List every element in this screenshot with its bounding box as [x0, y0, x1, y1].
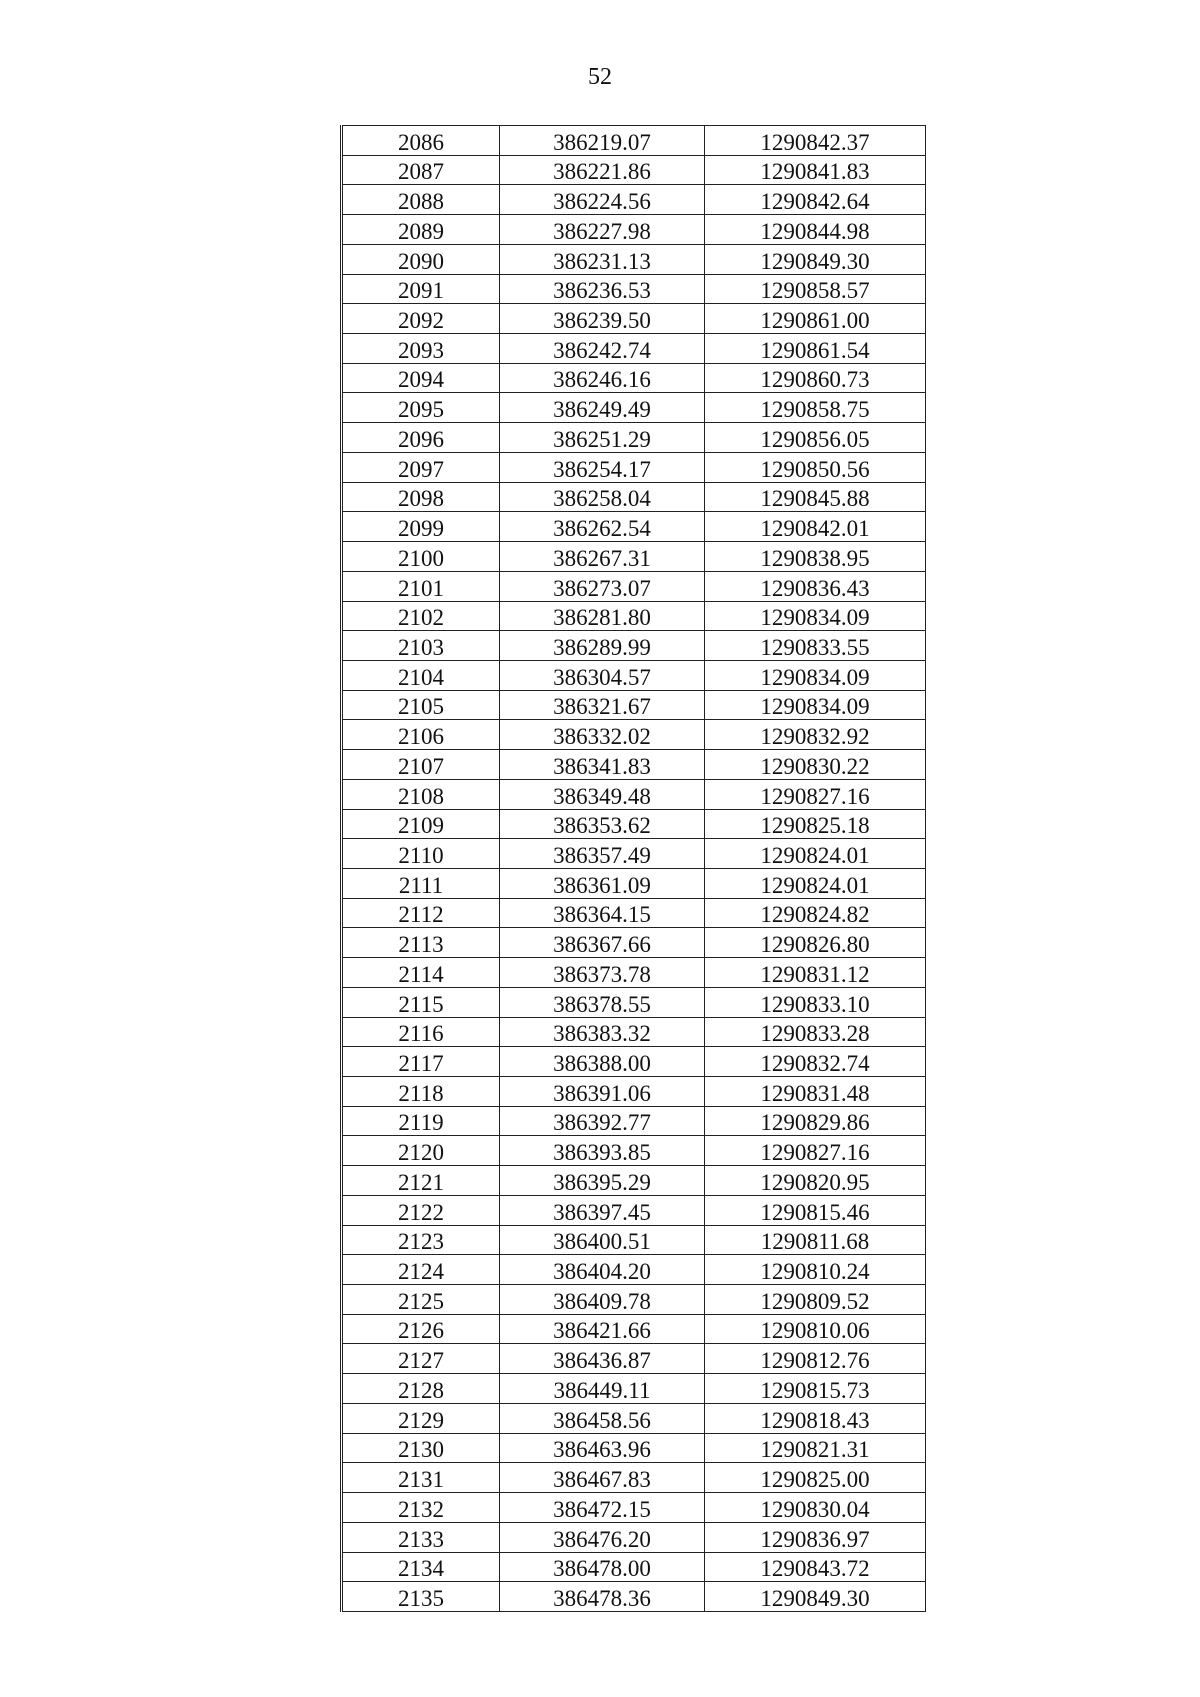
point-number-cell: 2111 [342, 868, 500, 898]
point-number-cell: 2129 [342, 1403, 500, 1433]
x-coordinate-cell: 386478.00 [500, 1552, 705, 1582]
x-coordinate-cell: 386231.13 [500, 244, 705, 274]
table-row [342, 1374, 926, 1404]
y-coordinate-cell: 1290836.43 [705, 571, 926, 601]
table-row [342, 1255, 926, 1285]
x-coordinate-cell: 386273.07 [500, 571, 705, 601]
table-row [342, 1493, 926, 1523]
point-number-cell: 2103 [342, 631, 500, 661]
table-row [342, 690, 926, 720]
y-coordinate-cell: 1290830.22 [705, 750, 926, 780]
y-coordinate-cell: 1290815.73 [705, 1374, 926, 1404]
point-number-cell: 2124 [342, 1255, 500, 1285]
y-coordinate-cell: 1290844.98 [705, 215, 926, 245]
x-coordinate-cell: 386404.20 [500, 1255, 705, 1285]
point-number-cell: 2131 [342, 1463, 500, 1493]
table-row [342, 1106, 926, 1136]
point-number-cell: 2098 [342, 482, 500, 512]
y-coordinate-cell: 1290810.06 [705, 1314, 926, 1344]
point-number-cell: 2090 [342, 244, 500, 274]
x-coordinate-cell: 386236.53 [500, 274, 705, 304]
point-number-cell: 2104 [342, 660, 500, 690]
y-coordinate-cell: 1290824.01 [705, 868, 926, 898]
point-number-cell: 2107 [342, 750, 500, 780]
y-coordinate-cell: 1290842.01 [705, 512, 926, 542]
x-coordinate-cell: 386421.66 [500, 1314, 705, 1344]
x-coordinate-cell: 386467.83 [500, 1463, 705, 1493]
table-row [342, 987, 926, 1017]
table-row [342, 1047, 926, 1077]
y-coordinate-cell: 1290861.00 [705, 304, 926, 334]
y-coordinate-cell: 1290827.16 [705, 779, 926, 809]
x-coordinate-cell: 386251.29 [500, 423, 705, 453]
y-coordinate-cell: 1290826.80 [705, 928, 926, 958]
point-number-cell: 2086 [342, 126, 500, 156]
x-coordinate-cell: 386304.57 [500, 660, 705, 690]
y-coordinate-cell: 1290824.82 [705, 898, 926, 928]
x-coordinate-cell: 386281.80 [500, 601, 705, 631]
point-number-cell: 2113 [342, 928, 500, 958]
point-number-cell: 2102 [342, 601, 500, 631]
x-coordinate-cell: 386341.83 [500, 750, 705, 780]
x-coordinate-cell: 386476.20 [500, 1522, 705, 1552]
x-coordinate-cell: 386224.56 [500, 185, 705, 215]
y-coordinate-cell: 1290834.09 [705, 601, 926, 631]
x-coordinate-cell: 386367.66 [500, 928, 705, 958]
y-coordinate-cell: 1290838.95 [705, 542, 926, 572]
x-coordinate-cell: 386227.98 [500, 215, 705, 245]
y-coordinate-cell: 1290833.28 [705, 1017, 926, 1047]
point-number-cell: 2128 [342, 1374, 500, 1404]
x-coordinate-cell: 386361.09 [500, 868, 705, 898]
point-number-cell: 2088 [342, 185, 500, 215]
point-number-cell: 2106 [342, 720, 500, 750]
coordinates-table-body [342, 126, 926, 1612]
table-row [342, 155, 926, 185]
point-number-cell: 2099 [342, 512, 500, 542]
x-coordinate-cell: 386242.74 [500, 334, 705, 364]
point-number-cell: 2096 [342, 423, 500, 453]
y-coordinate-cell: 1290850.56 [705, 452, 926, 482]
table-row [342, 215, 926, 245]
table-row [342, 304, 926, 334]
point-number-cell: 2091 [342, 274, 500, 304]
point-number-cell: 2126 [342, 1314, 500, 1344]
table-row [342, 452, 926, 482]
table-row [342, 1166, 926, 1196]
y-coordinate-cell: 1290818.43 [705, 1403, 926, 1433]
x-coordinate-cell: 386397.45 [500, 1195, 705, 1225]
x-coordinate-cell: 386332.02 [500, 720, 705, 750]
point-number-cell: 2109 [342, 809, 500, 839]
point-number-cell: 2125 [342, 1285, 500, 1315]
y-coordinate-cell: 1290825.00 [705, 1463, 926, 1493]
x-coordinate-cell: 386392.77 [500, 1106, 705, 1136]
y-coordinate-cell: 1290830.04 [705, 1493, 926, 1523]
table-row [342, 1522, 926, 1552]
y-coordinate-cell: 1290834.09 [705, 660, 926, 690]
y-coordinate-cell: 1290849.30 [705, 1582, 926, 1612]
y-coordinate-cell: 1290824.01 [705, 839, 926, 869]
y-coordinate-cell: 1290858.57 [705, 274, 926, 304]
x-coordinate-cell: 386289.99 [500, 631, 705, 661]
y-coordinate-cell: 1290836.97 [705, 1522, 926, 1552]
point-number-cell: 2127 [342, 1344, 500, 1374]
point-number-cell: 2101 [342, 571, 500, 601]
table-row [342, 898, 926, 928]
x-coordinate-cell: 386449.11 [500, 1374, 705, 1404]
y-coordinate-cell: 1290834.09 [705, 690, 926, 720]
point-number-cell: 2132 [342, 1493, 500, 1523]
table-row [342, 660, 926, 690]
page-number: 52 [588, 64, 612, 90]
table-row [342, 1225, 926, 1255]
x-coordinate-cell: 386391.06 [500, 1077, 705, 1107]
point-number-cell: 2118 [342, 1077, 500, 1107]
y-coordinate-cell: 1290831.12 [705, 958, 926, 988]
x-coordinate-cell: 386400.51 [500, 1225, 705, 1255]
table-row [342, 512, 926, 542]
table-row [342, 1403, 926, 1433]
x-coordinate-cell: 386353.62 [500, 809, 705, 839]
x-coordinate-cell: 386258.04 [500, 482, 705, 512]
point-number-cell: 2094 [342, 363, 500, 393]
x-coordinate-cell: 386393.85 [500, 1136, 705, 1166]
point-number-cell: 2114 [342, 958, 500, 988]
coordinates-table [340, 125, 926, 1612]
y-coordinate-cell: 1290858.75 [705, 393, 926, 423]
point-number-cell: 2093 [342, 334, 500, 364]
point-number-cell: 2133 [342, 1522, 500, 1552]
point-number-cell: 2121 [342, 1166, 500, 1196]
table-row [342, 1195, 926, 1225]
point-number-cell: 2119 [342, 1106, 500, 1136]
table-row [342, 720, 926, 750]
y-coordinate-cell: 1290856.05 [705, 423, 926, 453]
y-coordinate-cell: 1290810.24 [705, 1255, 926, 1285]
x-coordinate-cell: 386373.78 [500, 958, 705, 988]
y-coordinate-cell: 1290860.73 [705, 363, 926, 393]
table-row [342, 1582, 926, 1612]
point-number-cell: 2130 [342, 1433, 500, 1463]
y-coordinate-cell: 1290841.83 [705, 155, 926, 185]
table-row [342, 1433, 926, 1463]
point-number-cell: 2108 [342, 779, 500, 809]
table-row [342, 839, 926, 869]
y-coordinate-cell: 1290820.95 [705, 1166, 926, 1196]
y-coordinate-cell: 1290825.18 [705, 809, 926, 839]
point-number-cell: 2116 [342, 1017, 500, 1047]
table-row [342, 868, 926, 898]
table-row [342, 1136, 926, 1166]
x-coordinate-cell: 386388.00 [500, 1047, 705, 1077]
y-coordinate-cell: 1290827.16 [705, 1136, 926, 1166]
table-row [342, 809, 926, 839]
point-number-cell: 2115 [342, 987, 500, 1017]
table-row [342, 601, 926, 631]
x-coordinate-cell: 386262.54 [500, 512, 705, 542]
x-coordinate-cell: 386239.50 [500, 304, 705, 334]
point-number-cell: 2120 [342, 1136, 500, 1166]
table-row [342, 1314, 926, 1344]
table-row [342, 393, 926, 423]
table-row [342, 244, 926, 274]
x-coordinate-cell: 386472.15 [500, 1493, 705, 1523]
point-number-cell: 2105 [342, 690, 500, 720]
point-number-cell: 2087 [342, 155, 500, 185]
table-row [342, 750, 926, 780]
x-coordinate-cell: 386478.36 [500, 1582, 705, 1612]
x-coordinate-cell: 386383.32 [500, 1017, 705, 1047]
y-coordinate-cell: 1290842.64 [705, 185, 926, 215]
y-coordinate-cell: 1290833.10 [705, 987, 926, 1017]
x-coordinate-cell: 386321.67 [500, 690, 705, 720]
point-number-cell: 2097 [342, 452, 500, 482]
point-number-cell: 2122 [342, 1195, 500, 1225]
y-coordinate-cell: 1290815.46 [705, 1195, 926, 1225]
x-coordinate-cell: 386254.17 [500, 452, 705, 482]
x-coordinate-cell: 386349.48 [500, 779, 705, 809]
table-row [342, 1285, 926, 1315]
table-row [342, 423, 926, 453]
table-row [342, 1463, 926, 1493]
table-row [342, 334, 926, 364]
x-coordinate-cell: 386219.07 [500, 126, 705, 156]
y-coordinate-cell: 1290821.31 [705, 1433, 926, 1463]
x-coordinate-cell: 386458.56 [500, 1403, 705, 1433]
y-coordinate-cell: 1290849.30 [705, 244, 926, 274]
table-row [342, 928, 926, 958]
y-coordinate-cell: 1290861.54 [705, 334, 926, 364]
y-coordinate-cell: 1290843.72 [705, 1552, 926, 1582]
x-coordinate-cell: 386221.86 [500, 155, 705, 185]
table-row [342, 631, 926, 661]
y-coordinate-cell: 1290829.86 [705, 1106, 926, 1136]
table-row [342, 958, 926, 988]
point-number-cell: 2135 [342, 1582, 500, 1612]
y-coordinate-cell: 1290832.74 [705, 1047, 926, 1077]
table-row [342, 1344, 926, 1374]
table-row [342, 126, 926, 156]
table-row [342, 185, 926, 215]
y-coordinate-cell: 1290833.55 [705, 631, 926, 661]
table-row [342, 482, 926, 512]
y-coordinate-cell: 1290831.48 [705, 1077, 926, 1107]
y-coordinate-cell: 1290812.76 [705, 1344, 926, 1374]
point-number-cell: 2117 [342, 1047, 500, 1077]
x-coordinate-cell: 386409.78 [500, 1285, 705, 1315]
point-number-cell: 2110 [342, 839, 500, 869]
x-coordinate-cell: 386249.49 [500, 393, 705, 423]
y-coordinate-cell: 1290842.37 [705, 126, 926, 156]
y-coordinate-cell: 1290809.52 [705, 1285, 926, 1315]
table-row [342, 274, 926, 304]
point-number-cell: 2123 [342, 1225, 500, 1255]
y-coordinate-cell: 1290845.88 [705, 482, 926, 512]
point-number-cell: 2134 [342, 1552, 500, 1582]
x-coordinate-cell: 386357.49 [500, 839, 705, 869]
y-coordinate-cell: 1290832.92 [705, 720, 926, 750]
point-number-cell: 2100 [342, 542, 500, 572]
x-coordinate-cell: 386395.29 [500, 1166, 705, 1196]
point-number-cell: 2112 [342, 898, 500, 928]
table-row [342, 1077, 926, 1107]
point-number-cell: 2095 [342, 393, 500, 423]
table-row [342, 779, 926, 809]
y-coordinate-cell: 1290811.68 [705, 1225, 926, 1255]
table-row [342, 542, 926, 572]
table-row [342, 571, 926, 601]
table-row [342, 363, 926, 393]
point-number-cell: 2089 [342, 215, 500, 245]
x-coordinate-cell: 386378.55 [500, 987, 705, 1017]
table-row [342, 1017, 926, 1047]
x-coordinate-cell: 386267.31 [500, 542, 705, 572]
point-number-cell: 2092 [342, 304, 500, 334]
x-coordinate-cell: 386364.15 [500, 898, 705, 928]
x-coordinate-cell: 386463.96 [500, 1433, 705, 1463]
x-coordinate-cell: 386246.16 [500, 363, 705, 393]
x-coordinate-cell: 386436.87 [500, 1344, 705, 1374]
table-row [342, 1552, 926, 1582]
